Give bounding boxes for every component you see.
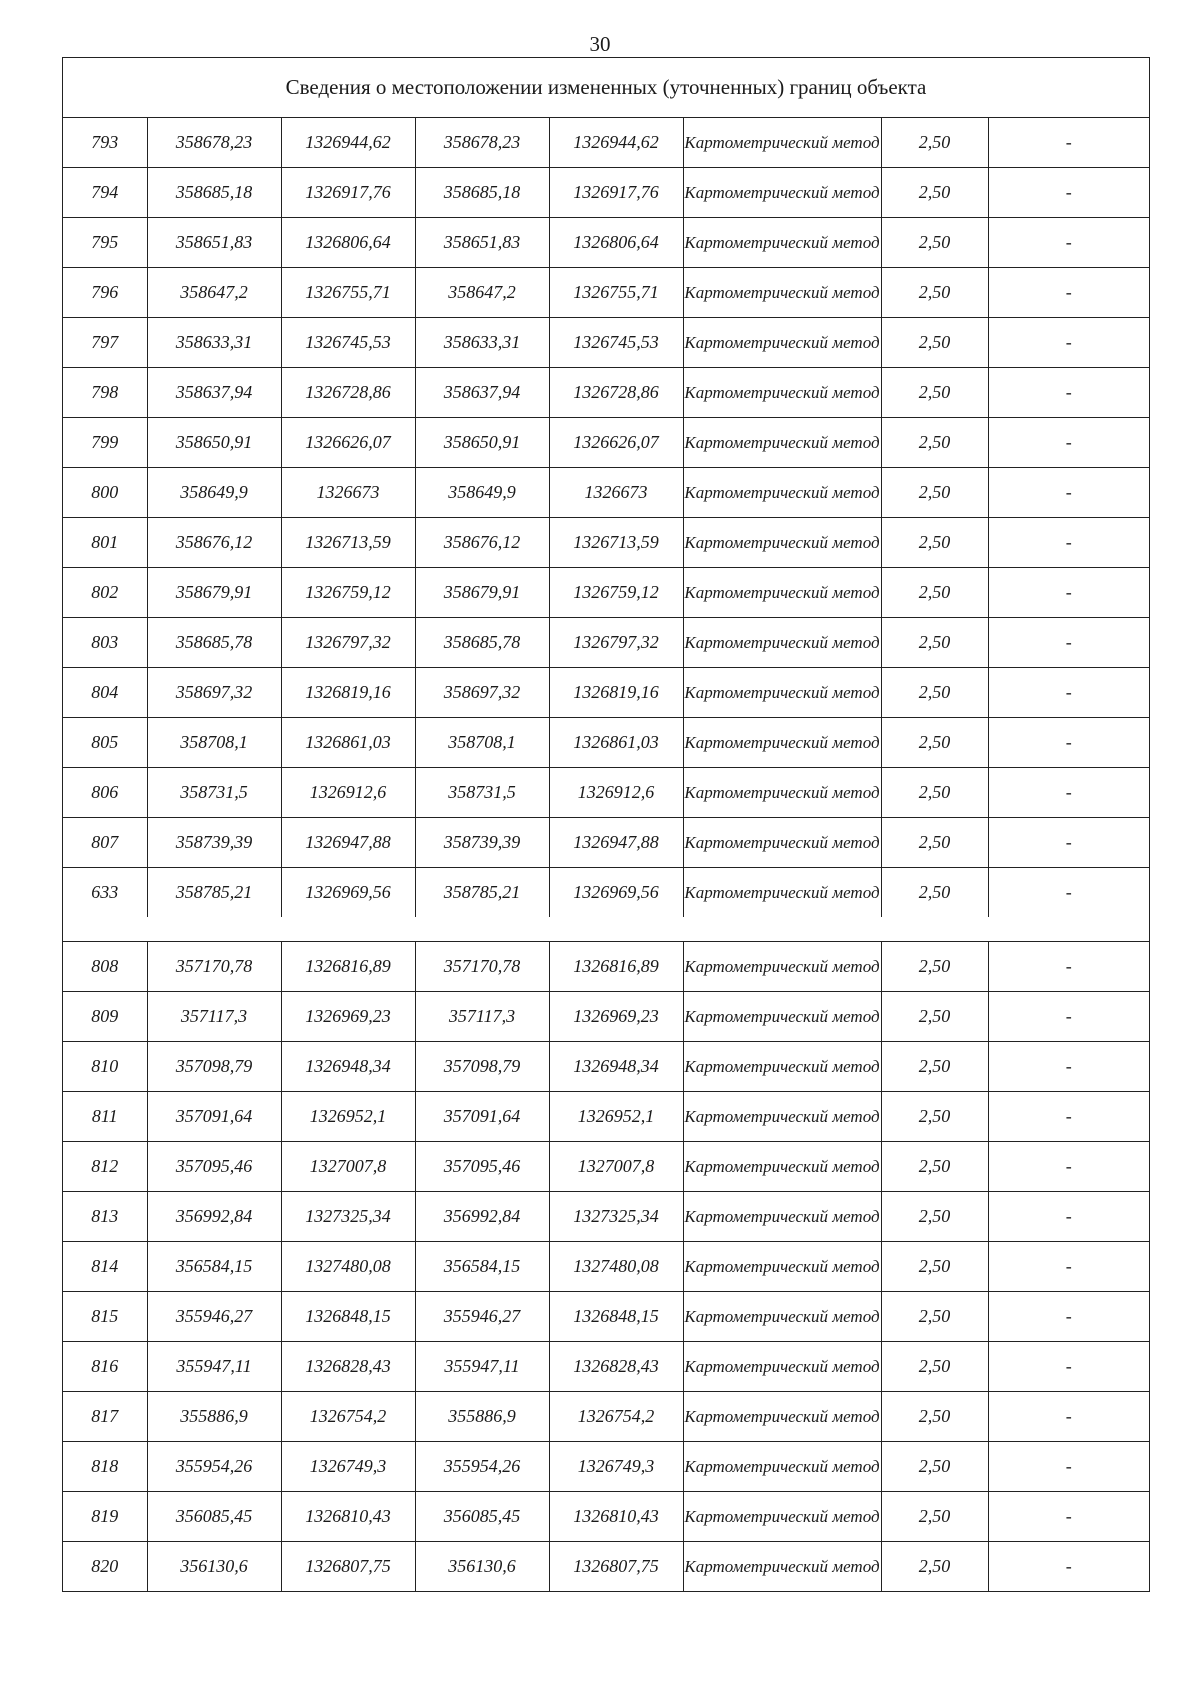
accuracy-cell: 2,50 bbox=[881, 418, 988, 468]
description-cell: - bbox=[988, 1042, 1149, 1092]
y-new-cell: 1327480,08 bbox=[549, 1242, 683, 1292]
table-row bbox=[63, 468, 1149, 518]
method-cell: Картометрический метод bbox=[683, 1342, 881, 1392]
x-existing-cell: 358633,31 bbox=[147, 318, 281, 368]
table-row bbox=[63, 1292, 1149, 1342]
x-new-cell: 357170,78 bbox=[415, 942, 549, 992]
method-cell: Картометрический метод bbox=[683, 318, 881, 368]
x-existing-cell: 358731,5 bbox=[147, 768, 281, 818]
x-existing-cell: 356584,15 bbox=[147, 1242, 281, 1292]
point-number-cell: 794 bbox=[63, 168, 147, 218]
x-existing-cell: 356130,6 bbox=[147, 1542, 281, 1592]
table-row bbox=[63, 618, 1149, 668]
x-existing-cell: 357095,46 bbox=[147, 1142, 281, 1192]
description-cell: - bbox=[988, 1392, 1149, 1442]
x-new-cell: 355886,9 bbox=[415, 1392, 549, 1442]
description-cell: - bbox=[988, 1342, 1149, 1392]
x-new-cell: 356992,84 bbox=[415, 1192, 549, 1242]
point-number-cell: 810 bbox=[63, 1042, 147, 1092]
point-number-cell: 801 bbox=[63, 518, 147, 568]
x-existing-cell: 358679,91 bbox=[147, 568, 281, 618]
point-number-cell: 816 bbox=[63, 1342, 147, 1392]
accuracy-cell: 2,50 bbox=[881, 218, 988, 268]
y-new-cell: 1326759,12 bbox=[549, 568, 683, 618]
description-cell: - bbox=[988, 768, 1149, 818]
y-existing-cell: 1326673 bbox=[281, 468, 415, 518]
description-cell: - bbox=[988, 992, 1149, 1042]
method-cell: Картометрический метод bbox=[683, 518, 881, 568]
point-number-cell: 803 bbox=[63, 618, 147, 668]
x-existing-cell: 355947,11 bbox=[147, 1342, 281, 1392]
x-new-cell: 358678,23 bbox=[415, 118, 549, 168]
method-cell: Картометрический метод bbox=[683, 868, 881, 918]
y-new-cell: 1326673 bbox=[549, 468, 683, 518]
x-existing-cell: 355886,9 bbox=[147, 1392, 281, 1442]
description-cell: - bbox=[988, 1292, 1149, 1342]
x-new-cell: 358731,5 bbox=[415, 768, 549, 818]
x-new-cell: 356085,45 bbox=[415, 1492, 549, 1542]
method-cell: Картометрический метод bbox=[683, 668, 881, 718]
accuracy-cell: 2,50 bbox=[881, 1342, 988, 1392]
x-existing-cell: 358651,83 bbox=[147, 218, 281, 268]
description-cell: - bbox=[988, 942, 1149, 992]
method-cell: Картометрический метод bbox=[683, 418, 881, 468]
y-existing-cell: 1326728,86 bbox=[281, 368, 415, 418]
table-row bbox=[63, 168, 1149, 218]
y-new-cell: 1326806,64 bbox=[549, 218, 683, 268]
y-new-cell: 1326952,1 bbox=[549, 1092, 683, 1142]
y-existing-cell: 1326819,16 bbox=[281, 668, 415, 718]
accuracy-cell: 2,50 bbox=[881, 1042, 988, 1092]
x-new-cell: 358633,31 bbox=[415, 318, 549, 368]
y-existing-cell: 1326969,56 bbox=[281, 868, 415, 918]
table-a-body bbox=[63, 118, 1149, 917]
y-new-cell: 1326912,6 bbox=[549, 768, 683, 818]
y-new-cell: 1327007,8 bbox=[549, 1142, 683, 1192]
table-row bbox=[63, 518, 1149, 568]
accuracy-cell: 2,50 bbox=[881, 118, 988, 168]
table-row bbox=[63, 1092, 1149, 1142]
x-existing-cell: 358697,32 bbox=[147, 668, 281, 718]
y-new-cell: 1326755,71 bbox=[549, 268, 683, 318]
table-row bbox=[63, 1542, 1149, 1592]
method-cell: Картометрический метод bbox=[683, 168, 881, 218]
point-number-cell: 800 bbox=[63, 468, 147, 518]
point-number-cell: 812 bbox=[63, 1142, 147, 1192]
description-cell: - bbox=[988, 218, 1149, 268]
y-existing-cell: 1326861,03 bbox=[281, 718, 415, 768]
method-cell: Картометрический метод bbox=[683, 1092, 881, 1142]
method-cell: Картометрический метод bbox=[683, 768, 881, 818]
x-existing-cell: 358708,1 bbox=[147, 718, 281, 768]
point-number-cell: 805 bbox=[63, 718, 147, 768]
y-new-cell: 1326947,88 bbox=[549, 818, 683, 868]
x-new-cell: 358708,1 bbox=[415, 718, 549, 768]
y-existing-cell: 1326806,64 bbox=[281, 218, 415, 268]
x-new-cell: 355946,27 bbox=[415, 1292, 549, 1342]
method-cell: Картометрический метод bbox=[683, 1192, 881, 1242]
y-existing-cell: 1326810,43 bbox=[281, 1492, 415, 1542]
y-existing-cell: 1326745,53 bbox=[281, 318, 415, 368]
y-existing-cell: 1326969,23 bbox=[281, 992, 415, 1042]
point-number-cell: 814 bbox=[63, 1242, 147, 1292]
table-row bbox=[63, 268, 1149, 318]
accuracy-cell: 2,50 bbox=[881, 318, 988, 368]
table-title: Сведения о местоположении измененных (уточненных) границ объекта bbox=[63, 58, 1149, 118]
description-cell: - bbox=[988, 1242, 1149, 1292]
x-new-cell: 358637,94 bbox=[415, 368, 549, 418]
method-cell: Картометрический метод bbox=[683, 1492, 881, 1542]
method-cell: Картометрический метод bbox=[683, 718, 881, 768]
y-existing-cell: 1326816,89 bbox=[281, 942, 415, 992]
y-existing-cell: 1326626,07 bbox=[281, 418, 415, 468]
description-cell: - bbox=[988, 518, 1149, 568]
x-existing-cell: 357117,3 bbox=[147, 992, 281, 1042]
point-number-cell: 796 bbox=[63, 268, 147, 318]
table-row bbox=[63, 668, 1149, 718]
table-row bbox=[63, 1142, 1149, 1192]
y-new-cell: 1326807,75 bbox=[549, 1542, 683, 1592]
method-cell: Картометрический метод bbox=[683, 1242, 881, 1292]
y-new-cell: 1326626,07 bbox=[549, 418, 683, 468]
x-new-cell: 358785,21 bbox=[415, 868, 549, 918]
table-row bbox=[63, 868, 1149, 918]
description-cell: - bbox=[988, 568, 1149, 618]
x-new-cell: 356584,15 bbox=[415, 1242, 549, 1292]
y-new-cell: 1326969,56 bbox=[549, 868, 683, 918]
accuracy-cell: 2,50 bbox=[881, 992, 988, 1042]
accuracy-cell: 2,50 bbox=[881, 1142, 988, 1192]
accuracy-cell: 2,50 bbox=[881, 468, 988, 518]
description-cell: - bbox=[988, 1092, 1149, 1142]
y-new-cell: 1326816,89 bbox=[549, 942, 683, 992]
method-cell: Картометрический метод bbox=[683, 942, 881, 992]
accuracy-cell: 2,50 bbox=[881, 268, 988, 318]
x-existing-cell: 357098,79 bbox=[147, 1042, 281, 1092]
method-cell: Картометрический метод bbox=[683, 218, 881, 268]
accuracy-cell: 2,50 bbox=[881, 868, 988, 918]
y-existing-cell: 1326713,59 bbox=[281, 518, 415, 568]
accuracy-cell: 2,50 bbox=[881, 1492, 988, 1542]
page-number: 30 bbox=[589, 32, 611, 56]
accuracy-cell: 2,50 bbox=[881, 618, 988, 668]
y-existing-cell: 1327325,34 bbox=[281, 1192, 415, 1242]
y-new-cell: 1326749,3 bbox=[549, 1442, 683, 1492]
x-new-cell: 358676,12 bbox=[415, 518, 549, 568]
x-new-cell: 358647,2 bbox=[415, 268, 549, 318]
table-row bbox=[63, 1242, 1149, 1292]
accuracy-cell: 2,50 bbox=[881, 1292, 988, 1342]
table-row bbox=[63, 1492, 1149, 1542]
accuracy-cell: 2,50 bbox=[881, 1192, 988, 1242]
point-number-cell: 799 bbox=[63, 418, 147, 468]
x-new-cell: 358679,91 bbox=[415, 568, 549, 618]
y-new-cell: 1327325,34 bbox=[549, 1192, 683, 1242]
accuracy-cell: 2,50 bbox=[881, 1542, 988, 1592]
point-number-cell: 809 bbox=[63, 992, 147, 1042]
method-cell: Картометрический метод bbox=[683, 1042, 881, 1092]
y-new-cell: 1326948,34 bbox=[549, 1042, 683, 1092]
table-row bbox=[63, 942, 1149, 992]
accuracy-cell: 2,50 bbox=[881, 768, 988, 818]
method-cell: Картометрический метод bbox=[683, 1292, 881, 1342]
y-existing-cell: 1326944,62 bbox=[281, 118, 415, 168]
x-new-cell: 358697,32 bbox=[415, 668, 549, 718]
point-number-cell: 818 bbox=[63, 1442, 147, 1492]
x-new-cell: 356130,6 bbox=[415, 1542, 549, 1592]
point-number-cell: 633 bbox=[63, 868, 147, 918]
y-new-cell: 1326861,03 bbox=[549, 718, 683, 768]
x-new-cell: 357095,46 bbox=[415, 1142, 549, 1192]
description-cell: - bbox=[988, 118, 1149, 168]
description-cell: - bbox=[988, 1492, 1149, 1542]
x-existing-cell: 358685,78 bbox=[147, 618, 281, 668]
x-existing-cell: 356992,84 bbox=[147, 1192, 281, 1242]
y-new-cell: 1326713,59 bbox=[549, 518, 683, 568]
y-new-cell: 1326819,16 bbox=[549, 668, 683, 718]
accuracy-cell: 2,50 bbox=[881, 668, 988, 718]
y-existing-cell: 1326749,3 bbox=[281, 1442, 415, 1492]
x-existing-cell: 358739,39 bbox=[147, 818, 281, 868]
x-existing-cell: 358785,21 bbox=[147, 868, 281, 918]
table-row bbox=[63, 418, 1149, 468]
description-cell: - bbox=[988, 818, 1149, 868]
method-cell: Картометрический метод bbox=[683, 1142, 881, 1192]
table-row bbox=[63, 368, 1149, 418]
point-number-cell: 802 bbox=[63, 568, 147, 618]
y-new-cell: 1326848,15 bbox=[549, 1292, 683, 1342]
table-row bbox=[63, 1192, 1149, 1242]
y-existing-cell: 1326754,2 bbox=[281, 1392, 415, 1442]
accuracy-cell: 2,50 bbox=[881, 1092, 988, 1142]
x-existing-cell: 357091,64 bbox=[147, 1092, 281, 1142]
accuracy-cell: 2,50 bbox=[881, 942, 988, 992]
description-cell: - bbox=[1065, 882, 1072, 902]
table-row bbox=[63, 118, 1149, 168]
x-new-cell: 358651,83 bbox=[415, 218, 549, 268]
method-cell: Картометрический метод bbox=[683, 1392, 881, 1442]
x-existing-cell: 358685,18 bbox=[147, 168, 281, 218]
description-cell: - bbox=[988, 268, 1149, 318]
x-new-cell: 358649,9 bbox=[415, 468, 549, 518]
point-number-cell: 807 bbox=[63, 818, 147, 868]
y-existing-cell: 1326952,1 bbox=[281, 1092, 415, 1142]
x-new-cell: 357091,64 bbox=[415, 1092, 549, 1142]
y-existing-cell: 1327007,8 bbox=[281, 1142, 415, 1192]
table-row bbox=[63, 818, 1149, 868]
coordinates-table-b bbox=[63, 942, 1149, 1591]
method-cell: Картометрический метод bbox=[683, 118, 881, 168]
y-new-cell: 1326828,43 bbox=[549, 1342, 683, 1392]
x-existing-cell: 357170,78 bbox=[147, 942, 281, 992]
method-cell: Картометрический метод bbox=[683, 368, 881, 418]
accuracy-cell: 2,50 bbox=[881, 1242, 988, 1292]
description-cell: - bbox=[988, 1192, 1149, 1242]
accuracy-cell: 2,50 bbox=[881, 1392, 988, 1442]
table-row bbox=[63, 1392, 1149, 1442]
accuracy-cell: 2,50 bbox=[881, 368, 988, 418]
description-cell: - bbox=[988, 418, 1149, 468]
y-existing-cell: 1326947,88 bbox=[281, 818, 415, 868]
x-new-cell: 355954,26 bbox=[415, 1442, 549, 1492]
method-cell: Картометрический метод bbox=[683, 992, 881, 1042]
method-cell: Картометрический метод bbox=[683, 818, 881, 868]
x-new-cell: 358650,91 bbox=[415, 418, 549, 468]
description-cell: - bbox=[988, 468, 1149, 518]
table-row bbox=[63, 718, 1149, 768]
table-row bbox=[63, 218, 1149, 268]
table-row bbox=[63, 1042, 1149, 1092]
point-number-cell: 793 bbox=[63, 118, 147, 168]
accuracy-cell: 2,50 bbox=[881, 818, 988, 868]
coordinates-table-a bbox=[63, 118, 1149, 917]
point-number-cell: 815 bbox=[63, 1292, 147, 1342]
y-existing-cell: 1327480,08 bbox=[281, 1242, 415, 1292]
method-cell: Картометрический метод bbox=[683, 568, 881, 618]
point-number-cell: 813 bbox=[63, 1192, 147, 1242]
y-existing-cell: 1326807,75 bbox=[281, 1542, 415, 1592]
x-new-cell: 357098,79 bbox=[415, 1042, 549, 1092]
point-number-cell: 804 bbox=[63, 668, 147, 718]
y-existing-cell: 1326797,32 bbox=[281, 618, 415, 668]
point-number-cell: 820 bbox=[63, 1542, 147, 1592]
description-cell: - bbox=[988, 668, 1149, 718]
accuracy-cell: 2,50 bbox=[881, 1442, 988, 1492]
y-existing-cell: 1326948,34 bbox=[281, 1042, 415, 1092]
x-existing-cell: 358650,91 bbox=[147, 418, 281, 468]
table-row bbox=[63, 318, 1149, 368]
accuracy-cell: 2,50 bbox=[881, 568, 988, 618]
y-existing-cell: 1326828,43 bbox=[281, 1342, 415, 1392]
section-separator bbox=[63, 917, 1149, 942]
y-new-cell: 1326754,2 bbox=[549, 1392, 683, 1442]
y-existing-cell: 1326912,6 bbox=[281, 768, 415, 818]
y-new-cell: 1326917,76 bbox=[549, 168, 683, 218]
x-new-cell: 358685,18 bbox=[415, 168, 549, 218]
point-number-cell: 797 bbox=[63, 318, 147, 368]
accuracy-cell: 2,50 bbox=[881, 718, 988, 768]
table-row bbox=[63, 568, 1149, 618]
x-existing-cell: 358649,9 bbox=[147, 468, 281, 518]
table-row bbox=[63, 992, 1149, 1042]
accuracy-cell: 2,50 bbox=[881, 168, 988, 218]
point-number-cell: 817 bbox=[63, 1392, 147, 1442]
x-existing-cell: 355954,26 bbox=[147, 1442, 281, 1492]
y-new-cell: 1326745,53 bbox=[549, 318, 683, 368]
y-new-cell: 1326944,62 bbox=[549, 118, 683, 168]
point-number-cell: 798 bbox=[63, 368, 147, 418]
x-existing-cell: 358637,94 bbox=[147, 368, 281, 418]
table-row bbox=[63, 1442, 1149, 1492]
method-cell: Картометрический метод bbox=[683, 1542, 881, 1592]
boundary-table-frame bbox=[62, 57, 1150, 1592]
x-existing-cell: 355946,27 bbox=[147, 1292, 281, 1342]
description-cell: - bbox=[988, 718, 1149, 768]
table-row bbox=[63, 1342, 1149, 1392]
accuracy-cell: 2,50 bbox=[881, 518, 988, 568]
method-cell: Картометрический метод bbox=[683, 1442, 881, 1492]
y-existing-cell: 1326755,71 bbox=[281, 268, 415, 318]
table-b-body bbox=[63, 942, 1149, 1591]
description-cell: - bbox=[988, 1442, 1149, 1492]
x-new-cell: 358739,39 bbox=[415, 818, 549, 868]
point-number-cell: 806 bbox=[63, 768, 147, 818]
x-new-cell: 358685,78 bbox=[415, 618, 549, 668]
method-cell: Картометрический метод bbox=[683, 468, 881, 518]
y-new-cell: 1326810,43 bbox=[549, 1492, 683, 1542]
y-existing-cell: 1326848,15 bbox=[281, 1292, 415, 1342]
y-existing-cell: 1326917,76 bbox=[281, 168, 415, 218]
x-new-cell: 357117,3 bbox=[415, 992, 549, 1042]
point-number-cell: 819 bbox=[63, 1492, 147, 1542]
x-existing-cell: 358678,23 bbox=[147, 118, 281, 168]
description-cell: - bbox=[988, 368, 1149, 418]
x-new-cell: 355947,11 bbox=[415, 1342, 549, 1392]
description-cell: - bbox=[988, 1142, 1149, 1192]
y-existing-cell: 1326759,12 bbox=[281, 568, 415, 618]
y-new-cell: 1326728,86 bbox=[549, 368, 683, 418]
y-new-cell: 1326797,32 bbox=[549, 618, 683, 668]
method-cell: Картометрический метод bbox=[683, 618, 881, 668]
description-cell: - bbox=[988, 168, 1149, 218]
x-existing-cell: 356085,45 bbox=[147, 1492, 281, 1542]
point-number-cell: 795 bbox=[63, 218, 147, 268]
method-cell: Картометрический метод bbox=[683, 268, 881, 318]
table-row bbox=[63, 768, 1149, 818]
x-existing-cell: 358647,2 bbox=[147, 268, 281, 318]
y-new-cell: 1326969,23 bbox=[549, 992, 683, 1042]
description-cell: - bbox=[1065, 1556, 1072, 1576]
point-number-cell: 808 bbox=[63, 942, 147, 992]
point-number-cell: 811 bbox=[63, 1092, 147, 1142]
description-cell: - bbox=[988, 618, 1149, 668]
description-cell: - bbox=[988, 318, 1149, 368]
x-existing-cell: 358676,12 bbox=[147, 518, 281, 568]
